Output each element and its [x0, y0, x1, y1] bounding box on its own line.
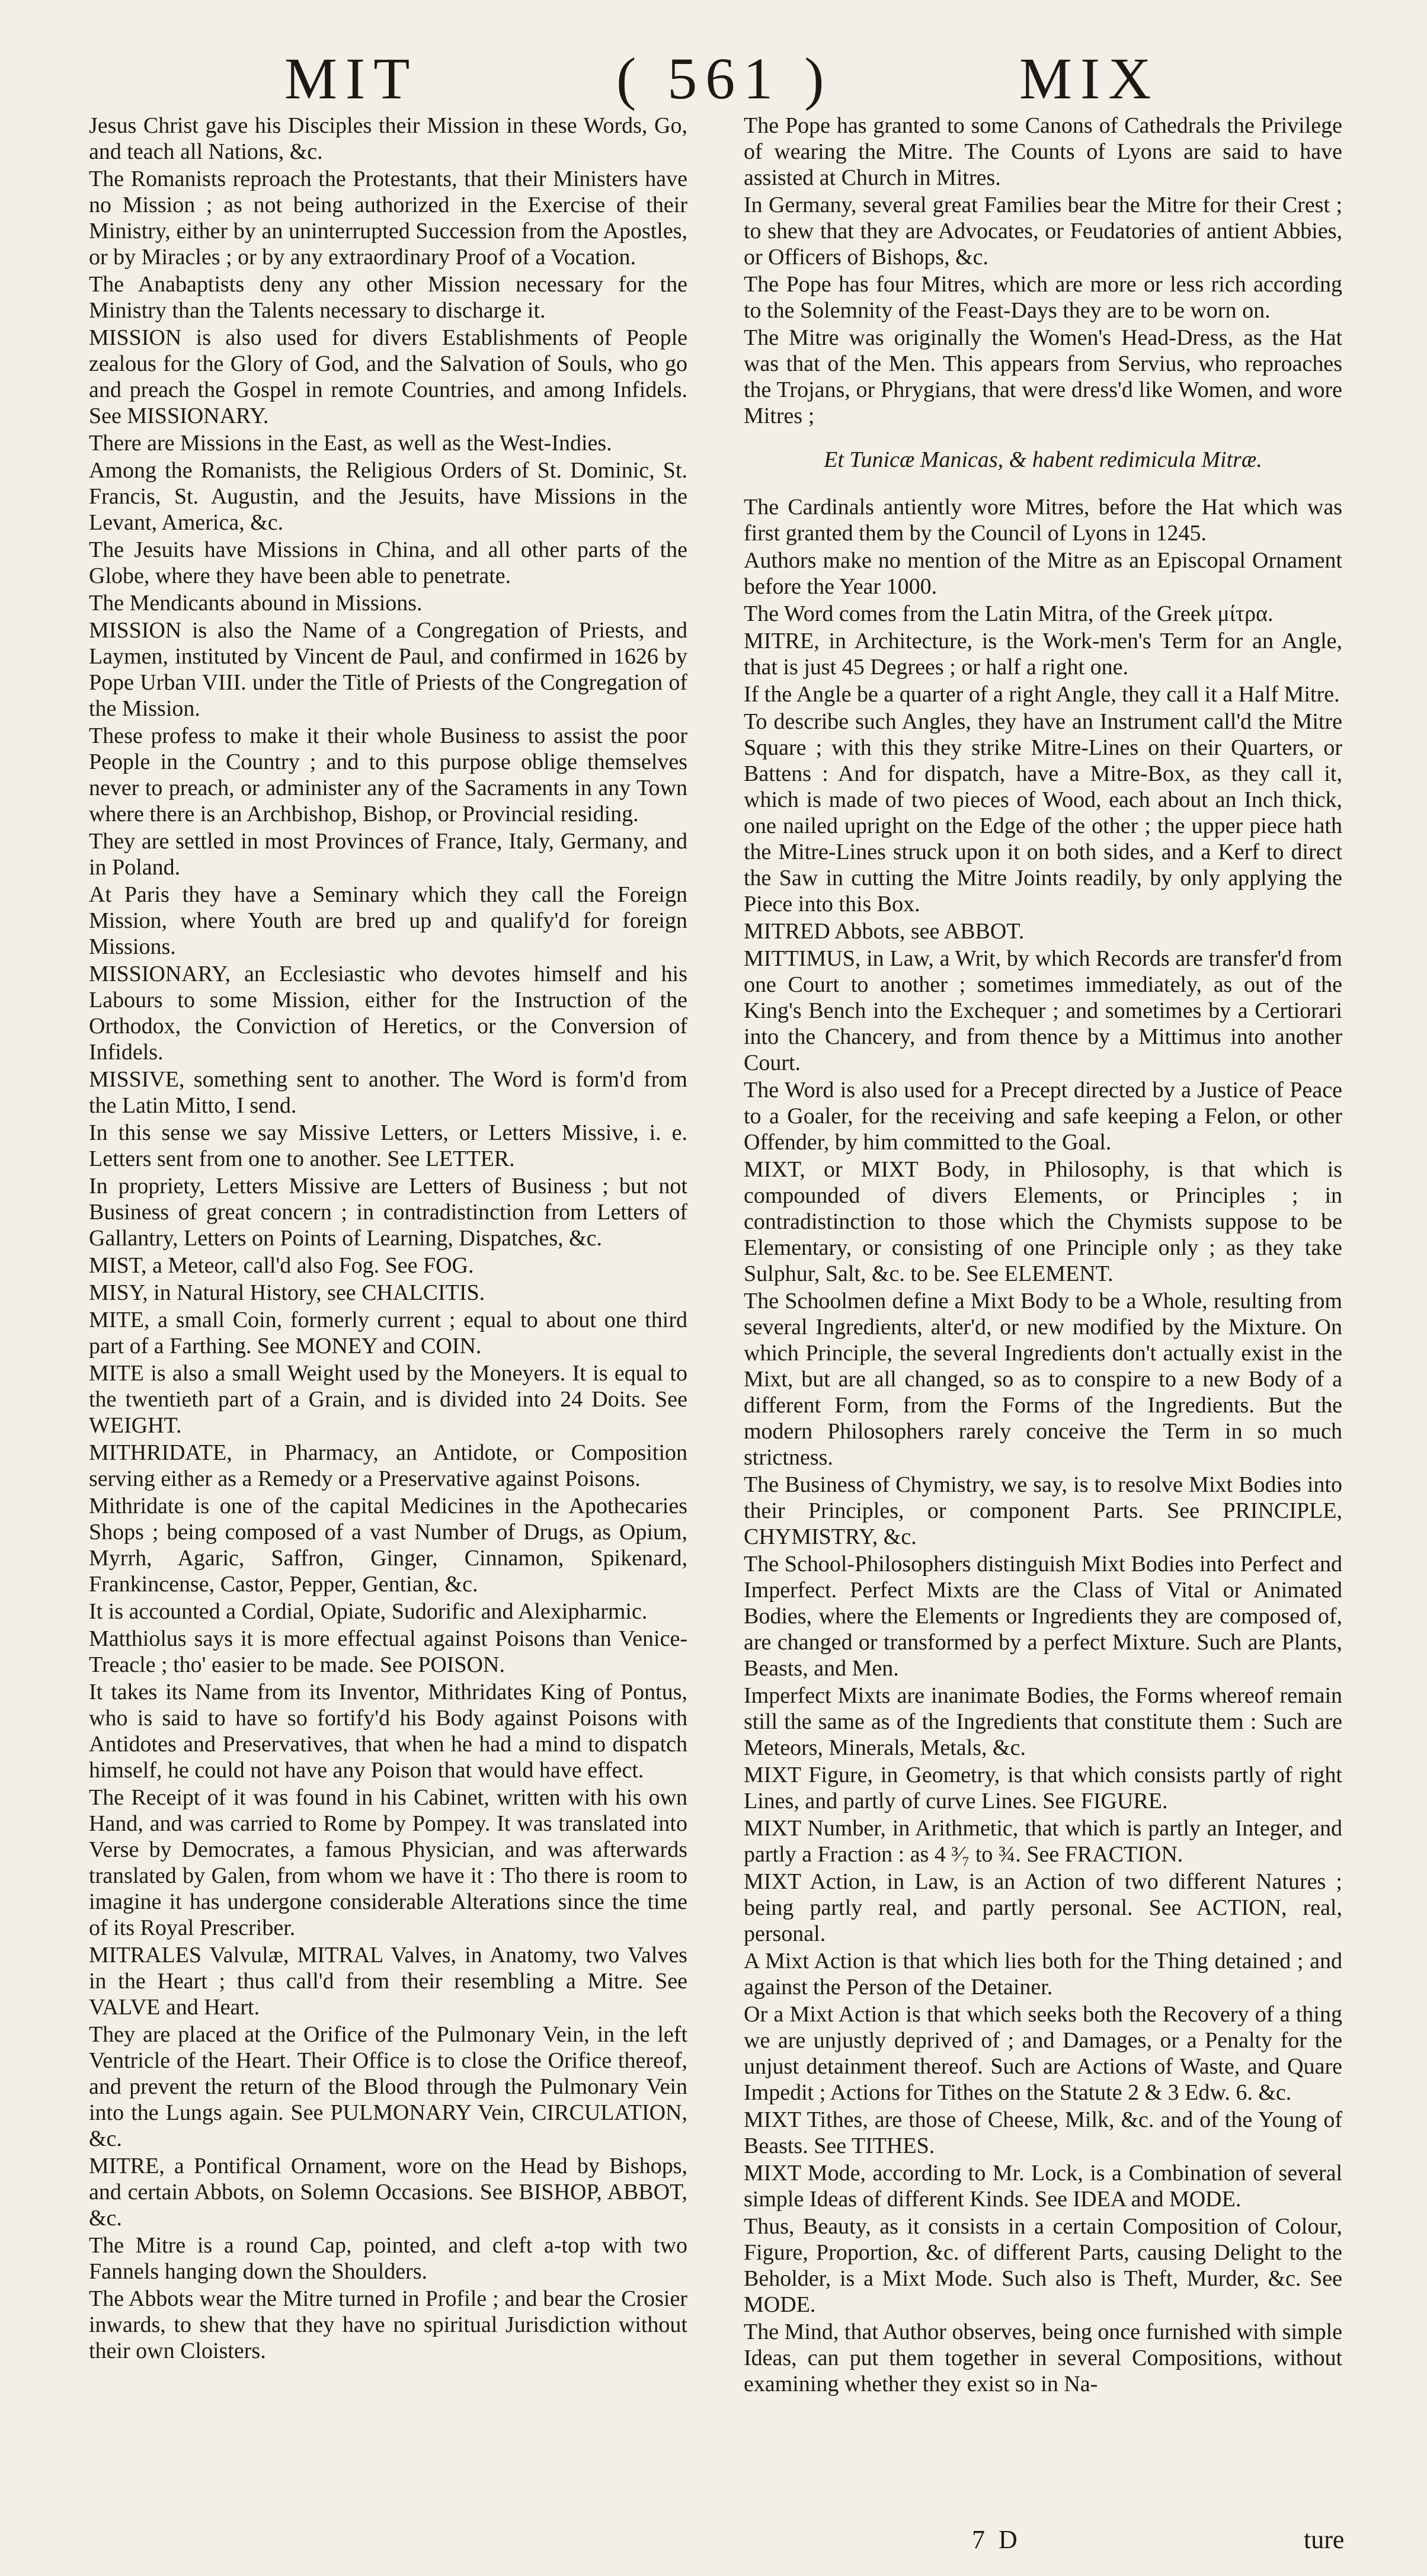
entry-paragraph: The School-Philosophers distinguish Mixt Bodies into Perfect and Imperfect. Perfect Mixts are the Class of Vital or Animated Bodies, where the Elements or Ingredients they are composed of, are changed or transformed by a perfect Mixture. Such are Plants, Beasts, and Men.	[744, 1552, 1342, 1681]
entry-paragraph: At Paris they have a Seminary which they call the Foreign Mission, where Youth are bred up and qualify'd for foreign Missions.	[89, 882, 687, 959]
entry-paragraph: A Mixt Action is that which lies both for the Thing detained ; and against the Person of the Detainer.	[744, 1949, 1342, 2000]
entry-paragraph: It takes its Name from its Inventor, Mithridates King of Pontus, who is said to have so fortify'd his Body against Poisons with Antidotes and Preservatives, that when he had a mind to dispatch himself, he could not have any Poison that would have effect.	[89, 1680, 687, 1783]
entry-paragraph: The Cardinals antiently wore Mitres, before the Hat which was first granted them by the Council of Lyons in 1245.	[744, 495, 1342, 546]
entry-paragraph: The Business of Chymistry, we say, is to resolve Mixt Bodies into their Principles, or component Parts. See PRINCIPLE, CHYMISTRY, &c.	[744, 1472, 1342, 1549]
entry-paragraph: The Anabaptists deny any other Mission necessary for the Ministry than the Talents necessary to discharge it.	[89, 272, 687, 323]
catchword: ture	[1304, 2525, 1345, 2554]
entry-paragraph: In Germany, several great Families bear the Mitre for their Crest ; to shew that they are Advocates, or Feudatories of antient Abbies, or Officers of Bishops, &c.	[744, 193, 1342, 270]
entry-paragraph: Or a Mixt Action is that which seeks both the Recovery of a thing we are unjustly deprived of ; and Damages, or a Penalty for the unjust detainment thereof. Such are Actions of Waste, and Quare Impedit ; Actions for Tithes on the Statute 2 & 3 Edw. 6. &c.	[744, 2002, 1342, 2105]
right-column	[744, 113, 1342, 2398]
entry-paragraph: The Mind, that Author observes, being once furnished with simple Ideas, can put them together in several Compositions, without examining whether they exist so in Na-	[744, 2319, 1342, 2396]
entry-paragraph: Matthiolus says it is more effectual against Poisons than Venice-Treacle ; tho' easier to be made. See POISON.	[89, 1626, 687, 1677]
entry-paragraph: Imperfect Mixts are inanimate Bodies, the Forms whereof remain still the same as of the Ingredients that constitute them : Such are Meteors, Minerals, Metals, &c.	[744, 1683, 1342, 1760]
latin-verse-quote: Et Tunicæ Manicas, & habent redimicula Mitræ.	[824, 447, 1262, 472]
entry-paragraph: MISSION is also used for divers Establishments of People zealous for the Glory of God, and the Salvation of Souls, who go and preach the Gospel in remote Countries, and among Infidels. See MISSIONARY.	[89, 325, 687, 428]
entry-paragraph: Mithridate is one of the capital Medicines in the Apothecaries Shops ; being composed of a vast Number of Drugs, as Opium, Myrrh, Agaric, Saffron, Ginger, Cinnamon, Spikenard, Frankincense, Castor, Pepper, Gentian, &c.	[89, 1494, 687, 1597]
entry-paragraph: Thus, Beauty, as it consists in a certain Composition of Colour, Figure, Proportion, &c. of different Parts, causing Delight to the Beholder, is a Mixt Mode. Such also is Theft, Murder, &c. See MODE.	[744, 2214, 1342, 2317]
entry-paragraph: MIXT Figure, in Geometry, is that which consists partly of right Lines, and partly of curve Lines. See FIGURE.	[744, 1763, 1342, 1814]
entry-paragraph: The Schoolmen define a Mixt Body to be a Whole, resulting from several Ingredients, alter'd, or new modified by the Mixture. On which Principle, the several Ingredients don't actually exist in the Mixt, but are all changed, so as to conspire to a new Body of a different Form, from the Forms of the Ingredients. But the modern Philosophers rarely conceive the Term in so much strictness.	[744, 1289, 1342, 1470]
entry-paragraph: MITRED Abbots, see ABBOT.	[744, 919, 1025, 944]
page-header	[0, 46, 1427, 111]
entry-paragraph: MITRALES Valvulæ, MITRAL Valves, in Anatomy, two Valves in the Heart ; thus call'd from their resembling a Mitre. See VALVE and Heart.	[89, 1943, 687, 2020]
entry-paragraph: The Receipt of it was found in his Cabinet, written with his own Hand, and was carried to Rome by Pompey. It was translated into Verse by Democrates, a famous Physician, and was afterwards translated by Galen, from whom we have it : Tho there is room to imagine it has undergone considerable Alterations since the time of its Royal Prescriber.	[89, 1785, 687, 1940]
entry-paragraph: To describe such Angles, they have an Instrument call'd the Mitre Square ; with this they strike Mitre-Lines on their Quarters, or Battens : And for dispatch, have a Mitre-Box, as they call it, which is made of two pieces of Wood, each about an Inch thick, one nailed upright on the Edge of the other ; the upper piece hath the Mitre-Lines struck upon it on both sides, and a Kerf to direct the Saw in cutting the Mitre Joints readily, by only applying the Piece into this Box.	[744, 709, 1342, 917]
entry-paragraph: There are Missions in the East, as well as the West-Indies.	[89, 431, 612, 456]
entry-paragraph: MIXT Number, in Arithmetic, that which is partly an Integer, and partly a Fraction : as 4 ³⁄₇ to ¾. See FRACTION.	[744, 1816, 1342, 1867]
entry-paragraph: MIXT Action, in Law, is an Action of two different Natures ; being partly real, and partly personal. See ACTION, real, personal.	[744, 1869, 1342, 1946]
entry-paragraph: If the Angle be a quarter of a right Angle, they call it a Half Mitre.	[744, 682, 1340, 707]
entry-paragraph: The Word comes from the Latin Mitra, of the Greek μίτρα.	[744, 601, 1274, 626]
signature-mark: 7 D	[972, 2525, 1021, 2554]
entry-paragraph: In this sense we say Missive Letters, or Letters Missive, i. e. Letters sent from one to another. See LETTER.	[89, 1120, 687, 1171]
entry-paragraph: MIXT, or MIXT Body, in Philosophy, is that which is compounded of divers Elements, or Principles ; in contradistinction to those which the Chymists suppose to be Elementary, or consisting of one Principle only ; as they take Sulphur, Salt, &c. to be. See ELEMENT.	[744, 1157, 1342, 1286]
entry-paragraph: The Word is also used for a Precept directed by a Justice of Peace to a Goaler, for the receiving and safe keeping a Felon, or other Offender, by him committed to the Goal.	[744, 1078, 1342, 1155]
entry-paragraph: MITE, a small Coin, formerly current ; equal to about one third part of a Farthing. See MONEY and COIN.	[89, 1308, 687, 1359]
header-left-guideword: MIT	[284, 46, 418, 111]
entry-paragraph: The Pope has four Mitres, which are more or less rich according to the Solemnity of the Feast-Days they are to be worn on.	[744, 272, 1342, 323]
entry-paragraph: Authors make no mention of the Mitre as an Episcopal Ornament before the Year 1000.	[744, 548, 1342, 599]
entry-paragraph: MISSION is also the Name of a Congregation of Priests, and Laymen, instituted by Vincent de Paul, and confirmed in 1626 by Pope Urban VIII. under the Title of Priests of the Congregation of the Mission.	[89, 618, 687, 721]
entry-paragraph: MITE is also a small Weight used by the Moneyers. It is equal to the twentieth part of a Grain, and is divided into 24 Doits. See WEIGHT.	[89, 1361, 687, 1438]
entry-paragraph: They are placed at the Orifice of the Pulmonary Vein, in the left Ventricle of the Heart. Their Office is to close the Orifice thereof, and prevent the return of the Blood through the Pulmonary Vein into the Lungs again. See PULMONARY Vein, CIRCULATION, &c.	[89, 2022, 687, 2151]
left-column	[89, 113, 687, 2365]
entry-paragraph: The Romanists reproach the Protestants, that their Ministers have no Mission ; as not being authorized in the Exercise of their Ministry, either by an uninterrupted Succession from the Apostles, or by Miracles ; or by any extraordinary Proof of a Vocation.	[89, 166, 687, 270]
entry-paragraph: It is accounted a Cordial, Opiate, Sudorific and Alexipharmic.	[89, 1599, 648, 1624]
entry-paragraph: The Pope has granted to some Canons of Cathedrals the Privilege of wearing the Mitre. The Counts of Lyons are said to have assisted at Church in Mitres.	[744, 113, 1342, 190]
entry-paragraph: MITHRIDATE, in Pharmacy, an Antidote, or Composition serving either as a Remedy or a Preservative against Poisons.	[89, 1440, 687, 1491]
entry-paragraph: MISY, in Natural History, see CHALCITIS.	[89, 1280, 485, 1305]
header-right-guideword: MIX	[1019, 46, 1160, 111]
page-number: ( 561 )	[616, 46, 833, 111]
entry-paragraph: In propriety, Letters Missive are Letters of Business ; but not Business of great concern ; in contradistinction from Letters of Gallantry, Letters on Points of Learning, Dispatches, &c.	[89, 1174, 687, 1251]
entry-paragraph: The Mitre is a round Cap, pointed, and cleft a-top with two Fannels hanging down the Shoulders.	[89, 2233, 687, 2284]
entry-paragraph: The Jesuits have Missions in China, and all other parts of the Globe, where they have been able to penetrate.	[89, 537, 687, 588]
entry-paragraph: The Abbots wear the Mitre turned in Profile ; and bear the Crosier inwards, to shew that they have no spiritual Jurisdiction without their own Cloisters.	[89, 2286, 687, 2363]
entry-paragraph: These profess to make it their whole Business to assist the poor People in the Country ; and to this purpose oblige themselves never to preach, or administer any of the Sacraments in any Town where there is an Archbishop, Bishop, or Provincial residing.	[89, 723, 687, 826]
entry-paragraph: MISSIVE, something sent to another. The Word is form'd from the Latin Mitto, I send.	[89, 1067, 687, 1118]
entry-paragraph: MITTIMUS, in Law, a Writ, by which Records are transfer'd from one Court to another ; sometimes immediately, as out of the King's Bench into the Exchequer ; and sometimes by a Certiorari into the Chancery, and from thence by a Mittimus into another Court.	[744, 946, 1342, 1075]
entry-paragraph: MISSIONARY, an Ecclesiastic who devotes himself and his Labours to some Mission, either for the Instruction of the Orthodox, the Conviction of Heretics, or the Conversion of Infidels.	[89, 962, 687, 1065]
entry-paragraph: MIXT Mode, according to Mr. Lock, is a Combination of several simple Ideas of different Kinds. See IDEA and MODE.	[744, 2161, 1342, 2212]
entry-paragraph: The Mendicants abound in Missions.	[89, 591, 423, 616]
entry-paragraph: MIXT Tithes, are those of Cheese, Milk, &c. and of the Young of Beasts. See TITHES.	[744, 2107, 1342, 2158]
entry-paragraph: MIST, a Meteor, call'd also Fog. See FOG.	[89, 1253, 474, 1278]
entry-paragraph: Jesus Christ gave his Disciples their Mission in these Words, Go, and teach all Nations, &c.	[89, 113, 687, 164]
right-column-part-a	[744, 113, 1342, 429]
right-column-part-b	[744, 494, 1342, 2397]
entry-paragraph: Among the Romanists, the Religious Orders of St. Dominic, St. Francis, St. Augustin, and the Jesuits, have Missions in the Levant, America, &c.	[89, 458, 687, 535]
entry-paragraph: MITRE, in Architecture, is the Work-men's Term for an Angle, that is just 45 Degrees ; or half a right one.	[744, 629, 1342, 680]
entry-paragraph: They are settled in most Provinces of France, Italy, Germany, and in Poland.	[89, 829, 687, 880]
entry-paragraph: The Mitre was originally the Women's Head-Dress, as the Hat was that of the Men. This appears from Servius, who reproaches the Trojans, or Phrygians, that were dress'd like Women, and wore Mitres ;	[744, 325, 1342, 428]
entry-paragraph: MITRE, a Pontifical Ornament, wore on the Head by Bishops, and certain Abbots, on Solemn Occasions. See BISHOP, ABBOT, &c.	[89, 2154, 687, 2231]
